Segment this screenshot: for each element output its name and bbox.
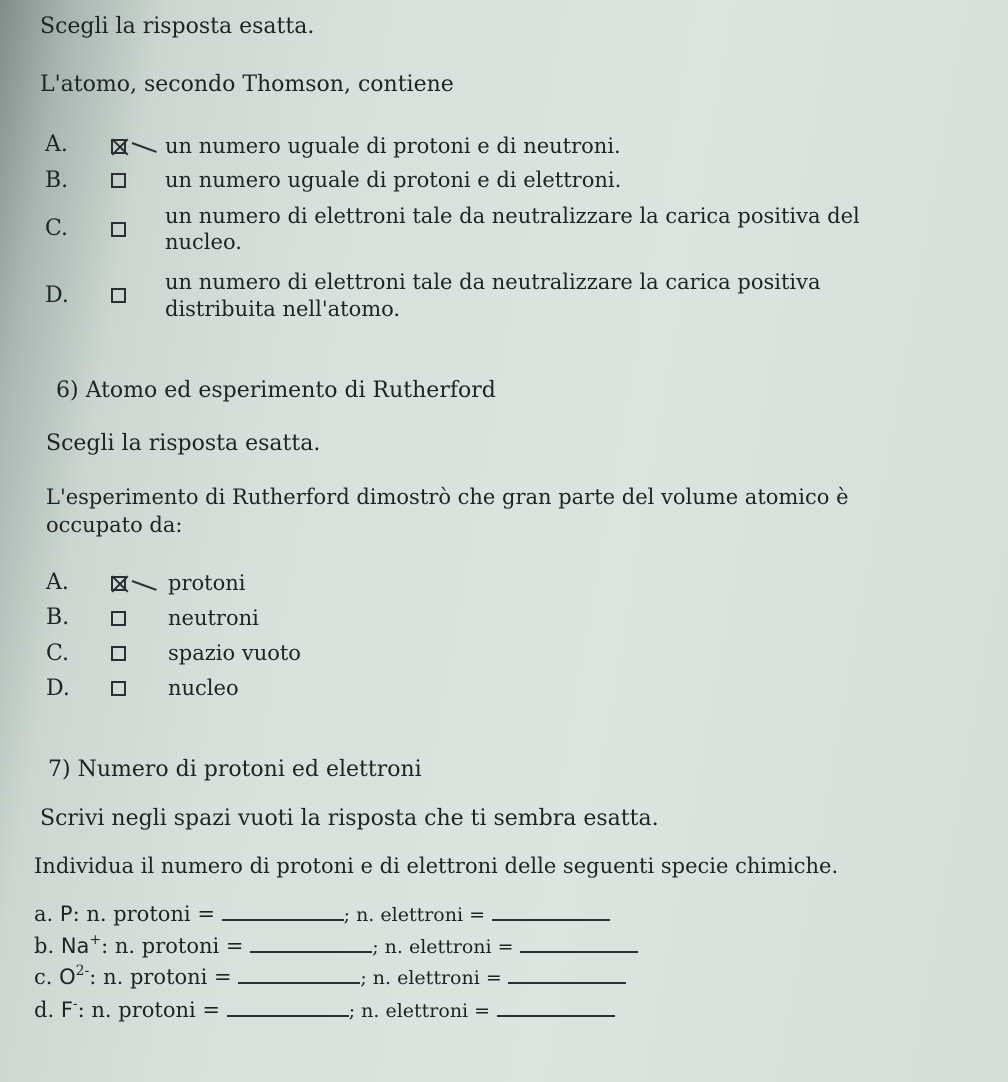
- q7-item-a-protons-blank[interactable]: [222, 901, 344, 921]
- q7-item-c: c. $O^{2-}$: n. protoni = ; n. elettroni =: [34, 964, 626, 988]
- q7-item-a: a. P: n. protoni = ; n. elettroni =: [34, 901, 610, 925]
- q6-option-b-letter: B.: [46, 605, 70, 630]
- q7-item-charge: 2-: [75, 963, 90, 979]
- q5-instruction: Scegli la risposta esatta.: [40, 14, 315, 39]
- q5-option-a-checkbox[interactable]: [111, 139, 126, 154]
- q7-item-letter: d.: [34, 998, 55, 1022]
- q5-option-c-checkbox[interactable]: [111, 222, 126, 237]
- q6-option-a-check-mark: [132, 580, 157, 591]
- q7-item-b: b. Na+: n. protoni = ; n. elettroni =: [34, 933, 638, 957]
- q5-option-a-text: un numero uguale di protoni e di neutroni.: [165, 134, 621, 158]
- q5-option-b-letter: B.: [45, 168, 69, 193]
- q6-option-a-checkbox[interactable]: [111, 576, 126, 591]
- q6-title: 6) Atomo ed esperimento di Rutherford: [56, 378, 496, 403]
- q7-item-letter: b.: [34, 934, 55, 958]
- q7-electrons-label: ; n. elettroni =: [372, 936, 514, 958]
- q5-option-c-text-line1: un numero di elettroni tale da neutralizzare la carica positiva del: [165, 204, 860, 228]
- q6-option-b-text: neutroni: [168, 606, 259, 630]
- q7-item-charge: -: [72, 996, 78, 1012]
- q6-option-d-checkbox[interactable]: [111, 681, 126, 696]
- q5-option-d-letter: D.: [45, 283, 69, 308]
- q6-option-a-letter: A.: [46, 570, 69, 595]
- q7-title: 7) Numero di protoni ed elettroni: [48, 757, 422, 782]
- q7-protons-label: n. protoni =: [114, 934, 244, 958]
- q7-item-b-protons-blank[interactable]: [250, 933, 372, 953]
- q5-question: L'atomo, secondo Thomson, contiene: [40, 72, 454, 97]
- q5-option-a-letter: A.: [45, 132, 68, 157]
- q7-question: Individua il numero di protoni e di elettroni delle seguenti specie chimiche.: [34, 854, 839, 878]
- q5-option-d-text-line2: distribuita nell'atomo.: [165, 297, 401, 321]
- q7-item-letter: c.: [34, 965, 53, 989]
- q7-instruction: Scrivi negli spazi vuoti la risposta che ti sembra esatta.: [40, 806, 659, 831]
- q5-option-d-text-line1: un numero di elettroni tale da neutralizzare la carica positiva: [165, 270, 821, 294]
- q7-electrons-label: ; n. elettroni =: [343, 904, 486, 926]
- q6-question-line2: occupato da:: [46, 513, 183, 537]
- q7-item-d: d. F-: n. protoni = ; n. elettroni =: [34, 997, 615, 1021]
- q7-item-species: Na: [60, 934, 90, 958]
- q7-item-letter: a.: [34, 902, 54, 926]
- q6-instruction: Scegli la risposta esatta.: [46, 431, 321, 456]
- q5-option-c-text-line2: nucleo.: [165, 230, 242, 254]
- q6-option-c-checkbox[interactable]: [111, 646, 126, 661]
- q7-protons-label: n. protoni =: [86, 902, 215, 926]
- q6-option-b-checkbox[interactable]: [111, 611, 126, 626]
- q7-electrons-label: ; n. elettroni =: [348, 1000, 491, 1022]
- q7-item-species: F: [60, 998, 73, 1022]
- q7-protons-label: n. protoni =: [91, 998, 221, 1022]
- q5-option-b-checkbox[interactable]: [111, 173, 126, 188]
- q7-protons-label: n. protoni =: [103, 965, 232, 989]
- q6-option-d-letter: D.: [46, 676, 70, 701]
- q6-option-c-text: spazio vuoto: [168, 641, 301, 665]
- q5-option-c-letter: C.: [45, 216, 69, 241]
- q7-electrons-label: ; n. elettroni =: [360, 967, 502, 989]
- q7-item-d-electrons-blank[interactable]: [497, 997, 615, 1017]
- q5-option-a-check-mark: [132, 142, 157, 153]
- q7-item-d-protons-blank[interactable]: [227, 997, 349, 1017]
- q7-item-b-electrons-blank[interactable]: [520, 933, 638, 953]
- q5-option-b-text: un numero uguale di protoni e di elettroni.: [165, 168, 622, 192]
- q6-option-d-text: nucleo: [168, 676, 239, 700]
- q7-item-species: P: [59, 902, 73, 926]
- q7-item-species: O: [59, 965, 76, 989]
- q6-option-a-text: protoni: [168, 571, 246, 595]
- q6-option-c-letter: C.: [46, 641, 70, 666]
- q7-item-c-electrons-blank[interactable]: [508, 964, 626, 984]
- q7-item-c-protons-blank[interactable]: [238, 964, 360, 984]
- q5-option-d-checkbox[interactable]: [111, 288, 126, 303]
- q7-item-a-electrons-blank[interactable]: [492, 901, 610, 921]
- q6-question-line1: L'esperimento di Rutherford dimostrò che gran parte del volume atomico è: [46, 485, 849, 509]
- q7-item-charge: +: [89, 932, 102, 948]
